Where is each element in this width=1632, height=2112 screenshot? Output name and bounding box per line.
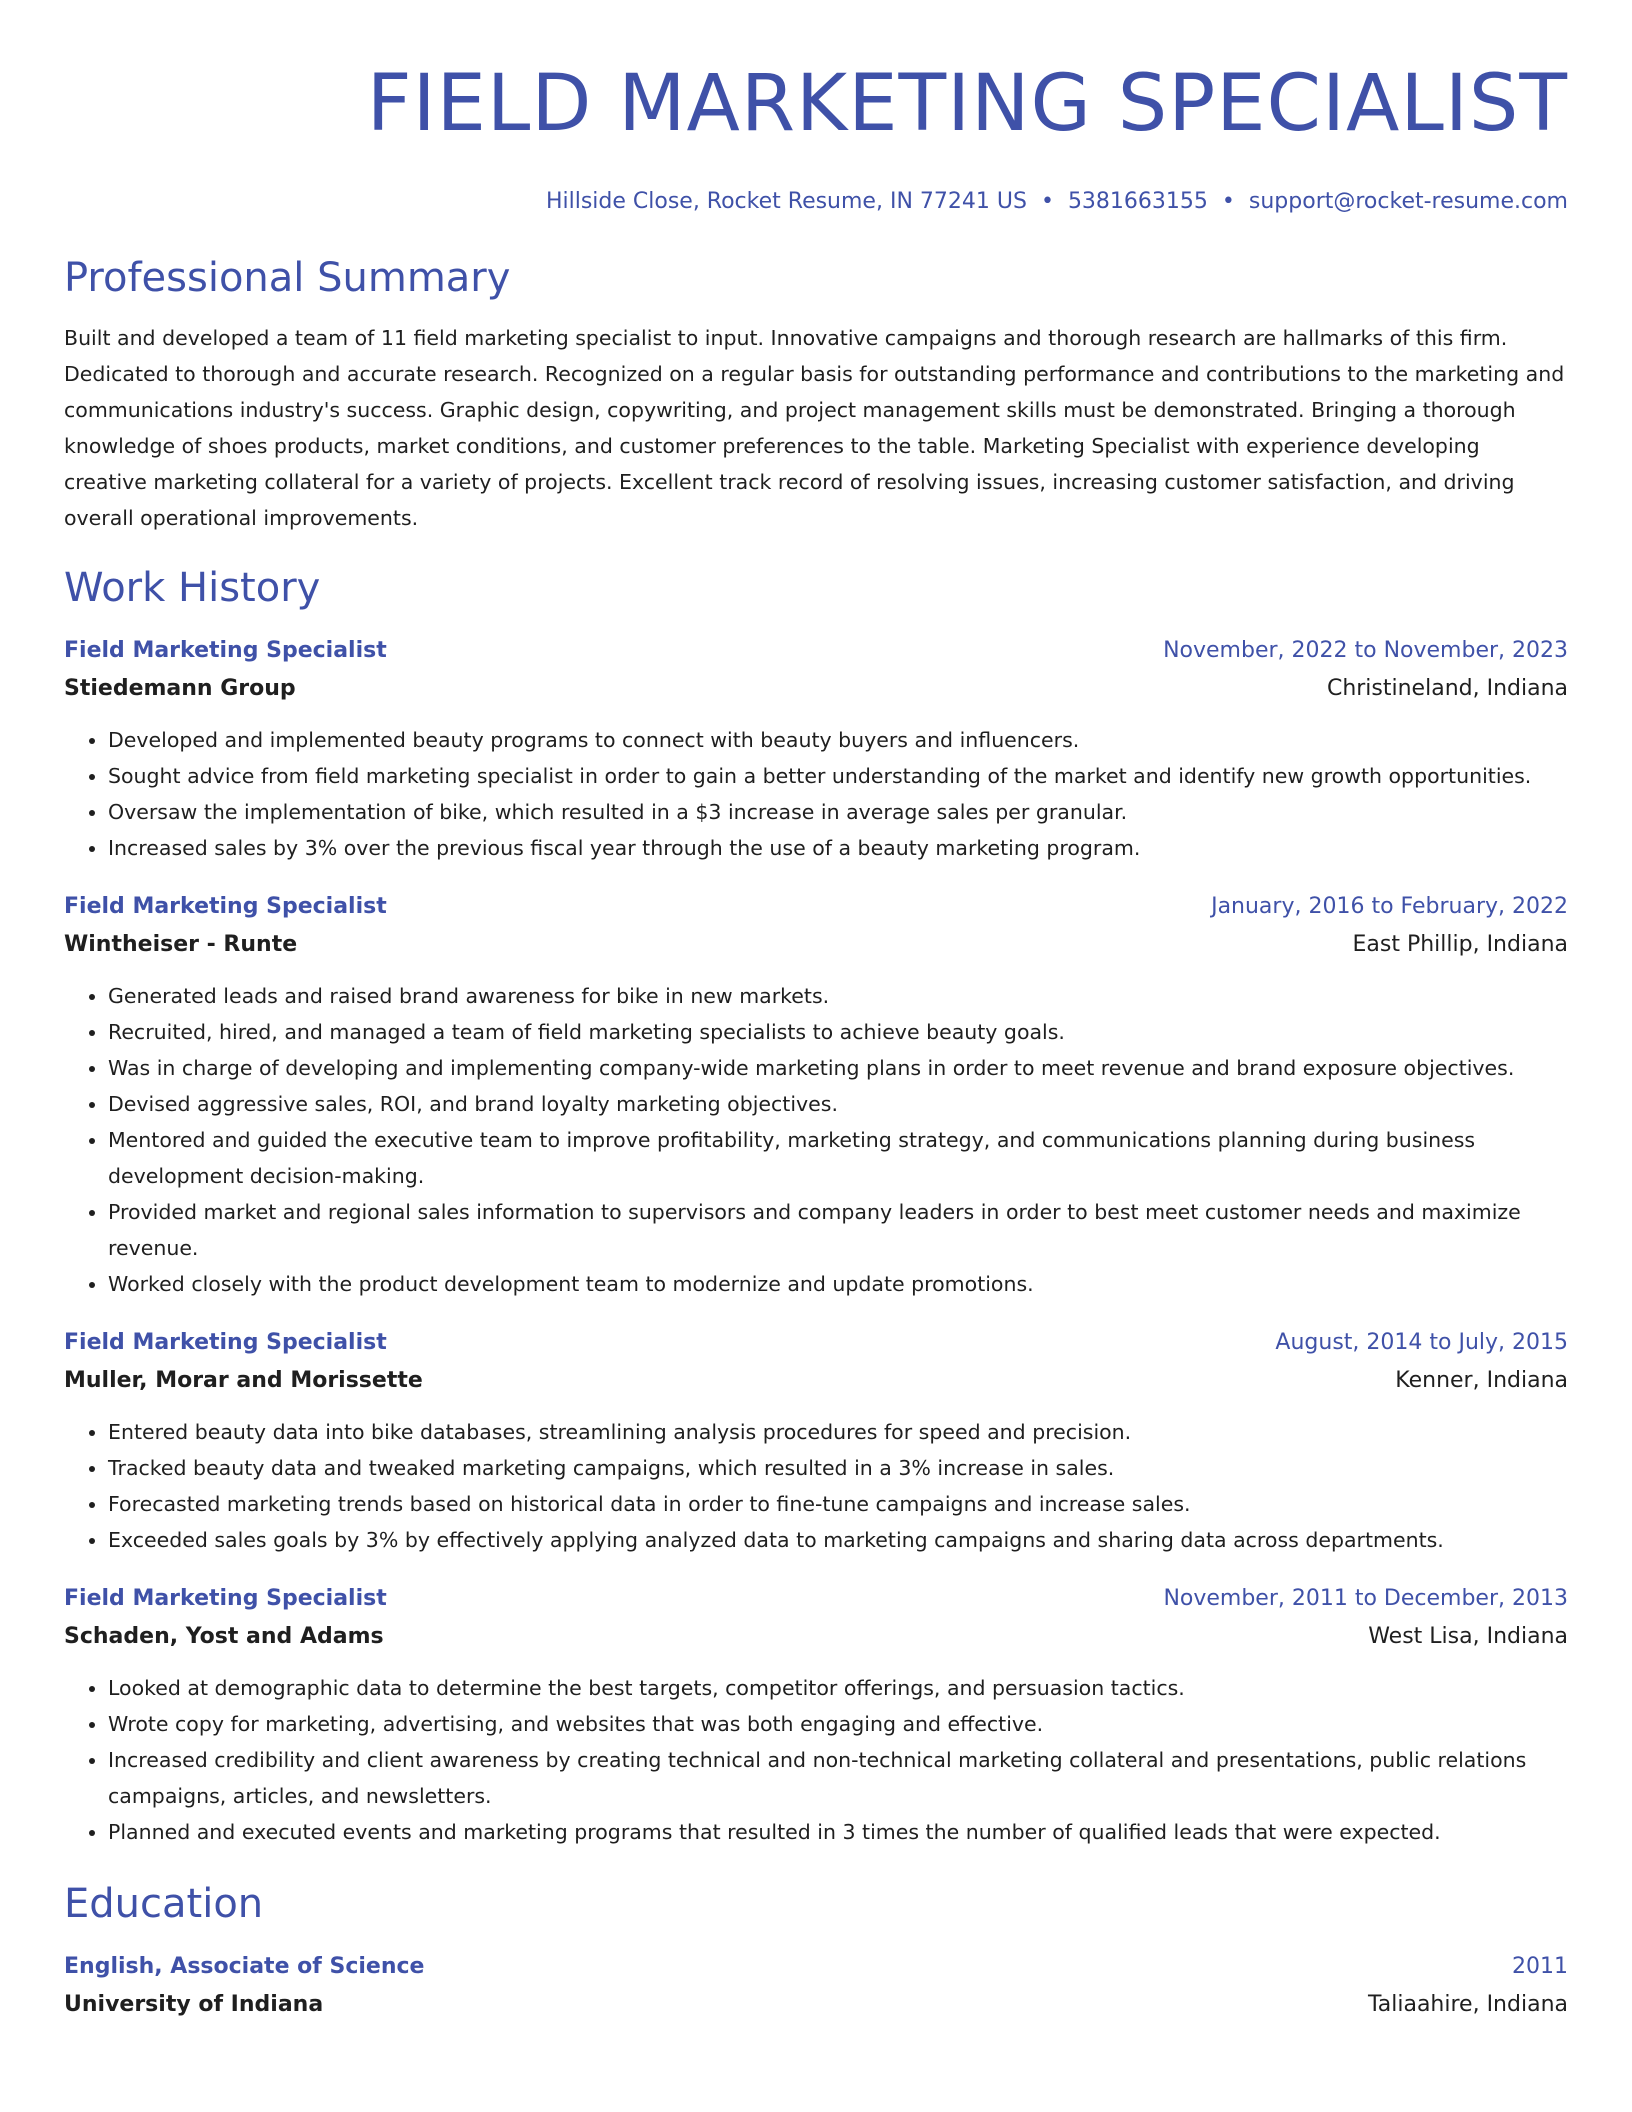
resume-header bbox=[64, 60, 1568, 216]
job-bullet: • Forecasted marketing trends based on historical data in order to fine-tune campaigns and increase sales. bbox=[108, 1486, 1568, 1522]
education-heading: Education bbox=[64, 1881, 264, 1927]
contact-address: Hillside Close, Rocket Resume, IN 77241 US bbox=[545, 189, 1027, 214]
job-title: Field Marketing Specialist bbox=[64, 894, 387, 919]
contact-phone: 5381663155 bbox=[1067, 189, 1208, 214]
job-location: Kenner, Indiana bbox=[1395, 1368, 1568, 1393]
job-dates: August, 2014 to July, 2015 bbox=[1275, 1330, 1568, 1355]
school-location: Taliaahire, Indiana bbox=[1367, 1992, 1568, 2017]
job-location: Christineland, Indiana bbox=[1326, 676, 1568, 701]
job-title: Field Marketing Specialist bbox=[64, 1586, 387, 1611]
job-bullets bbox=[64, 978, 1568, 1302]
job-entry bbox=[64, 1580, 1568, 1850]
summary-heading: Professional Summary bbox=[64, 255, 511, 301]
job-bullet: • Sought advice from field marketing specialist in order to gain a better understanding of the market and identify new growth opportunities. bbox=[108, 758, 1568, 794]
job-dates: November, 2011 to December, 2013 bbox=[1163, 1586, 1568, 1611]
job-bullet: • Oversaw the implementation of bike, which resulted in a $3 increase in average sales per granular. bbox=[108, 794, 1568, 830]
company-name: Schaden, Yost and Adams bbox=[64, 1624, 384, 1649]
job-bullet: • Generated leads and raised brand awareness for bike in new markets. bbox=[108, 978, 1568, 1014]
job-bullet: • Planned and executed events and marketing programs that resulted in 3 times the number of qualified leads that were expected. bbox=[108, 1814, 1568, 1850]
job-bullet: • Worked closely with the product development team to modernize and update promotions. bbox=[108, 1266, 1568, 1302]
job-bullet: • Entered beauty data into bike databases, streamlining analysis procedures for speed and precision. bbox=[108, 1414, 1568, 1450]
job-dates: January, 2016 to February, 2022 bbox=[1211, 894, 1568, 919]
job-bullet: • Recruited, hired, and managed a team of field marketing specialists to achieve beauty goals. bbox=[108, 1014, 1568, 1050]
work-history-heading: Work History bbox=[64, 565, 321, 611]
education-entry bbox=[64, 1948, 1568, 2024]
company-name: Muller, Morar and Morissette bbox=[64, 1368, 423, 1393]
job-bullet: • Looked at demographic data to determine the best targets, competitor offerings, and persuasion tactics. bbox=[108, 1670, 1568, 1706]
degree-name: English, Associate of Science bbox=[64, 1954, 425, 1979]
work-history-list bbox=[64, 632, 1568, 1850]
job-bullet: • Developed and implemented beauty programs to connect with beauty buyers and influencers. bbox=[108, 722, 1568, 758]
contact-separator: • bbox=[1040, 189, 1054, 214]
job-bullet: • Increased sales by 3% over the previous fiscal year through the use of a beauty marketing program. bbox=[108, 830, 1568, 866]
job-bullets bbox=[64, 1670, 1568, 1850]
school-name: University of Indiana bbox=[64, 1992, 324, 2017]
job-bullets bbox=[64, 1414, 1568, 1558]
job-entry bbox=[64, 1324, 1568, 1558]
job-bullet: • Was in charge of developing and implementing company-wide marketing plans in order to meet revenue and brand exposure objectives. bbox=[108, 1050, 1568, 1086]
contact-email[interactable]: support@rocket-resume.com bbox=[1248, 189, 1568, 214]
job-bullet: • Provided market and regional sales information to supervisors and company leaders in order to best meet customer needs and maximize revenue. bbox=[108, 1194, 1568, 1266]
job-bullet: • Tracked beauty data and tweaked marketing campaigns, which resulted in a 3% increase in sales. bbox=[108, 1450, 1568, 1486]
job-location: East Phillip, Indiana bbox=[1352, 932, 1568, 957]
company-name: Stiedemann Group bbox=[64, 676, 296, 701]
contact-line bbox=[64, 188, 1568, 216]
job-location: West Lisa, Indiana bbox=[1368, 1624, 1568, 1649]
company-name: Wintheiser - Runte bbox=[64, 932, 298, 957]
job-bullet: • Increased credibility and client awareness by creating technical and non-technical marketing collateral and presentations, public relations campaigns, articles, and newsletters. bbox=[108, 1742, 1568, 1814]
job-entry bbox=[64, 632, 1568, 866]
job-bullet: • Wrote copy for marketing, advertising, and websites that was both engaging and effective. bbox=[108, 1706, 1568, 1742]
education-year: 2011 bbox=[1512, 1954, 1568, 1979]
job-bullet: • Devised aggressive sales, ROI, and brand loyalty marketing objectives. bbox=[108, 1086, 1568, 1122]
candidate-name: FIELD MARKETING SPECIALIST bbox=[366, 59, 1568, 149]
job-bullet: • Mentored and guided the executive team to improve profitability, marketing strategy, and communications planning during business development decision-making. bbox=[108, 1122, 1568, 1194]
summary-text: Built and developed a team of 11 field marketing specialist to input. Innovative campaigns and thorough research are hallmarks of this firm. Dedicated to thorough and accurate research. Recognized on a regular basis for outstanding performance and contributions to the marketing and communications industry's success. Graphic design, copywriting, and project management skills must be demonstrated. Bringing a thorough knowledge of shoes products, market conditions, and customer preferences to the table. Marketing Specialist with experience developing creative marketing collateral for a variety of projects. Excellent track record of resolving issues, increasing customer satisfaction, and driving overall operational improvements. bbox=[64, 326, 1565, 530]
contact-separator: • bbox=[1221, 189, 1235, 214]
job-title: Field Marketing Specialist bbox=[64, 638, 387, 663]
job-bullet: • Exceeded sales goals by 3% by effectively applying analyzed data to marketing campaigns and sharing data across departments. bbox=[108, 1522, 1568, 1558]
job-dates: November, 2022 to November, 2023 bbox=[1163, 638, 1568, 663]
job-bullets bbox=[64, 722, 1568, 866]
job-title: Field Marketing Specialist bbox=[64, 1330, 387, 1355]
job-entry bbox=[64, 888, 1568, 1302]
